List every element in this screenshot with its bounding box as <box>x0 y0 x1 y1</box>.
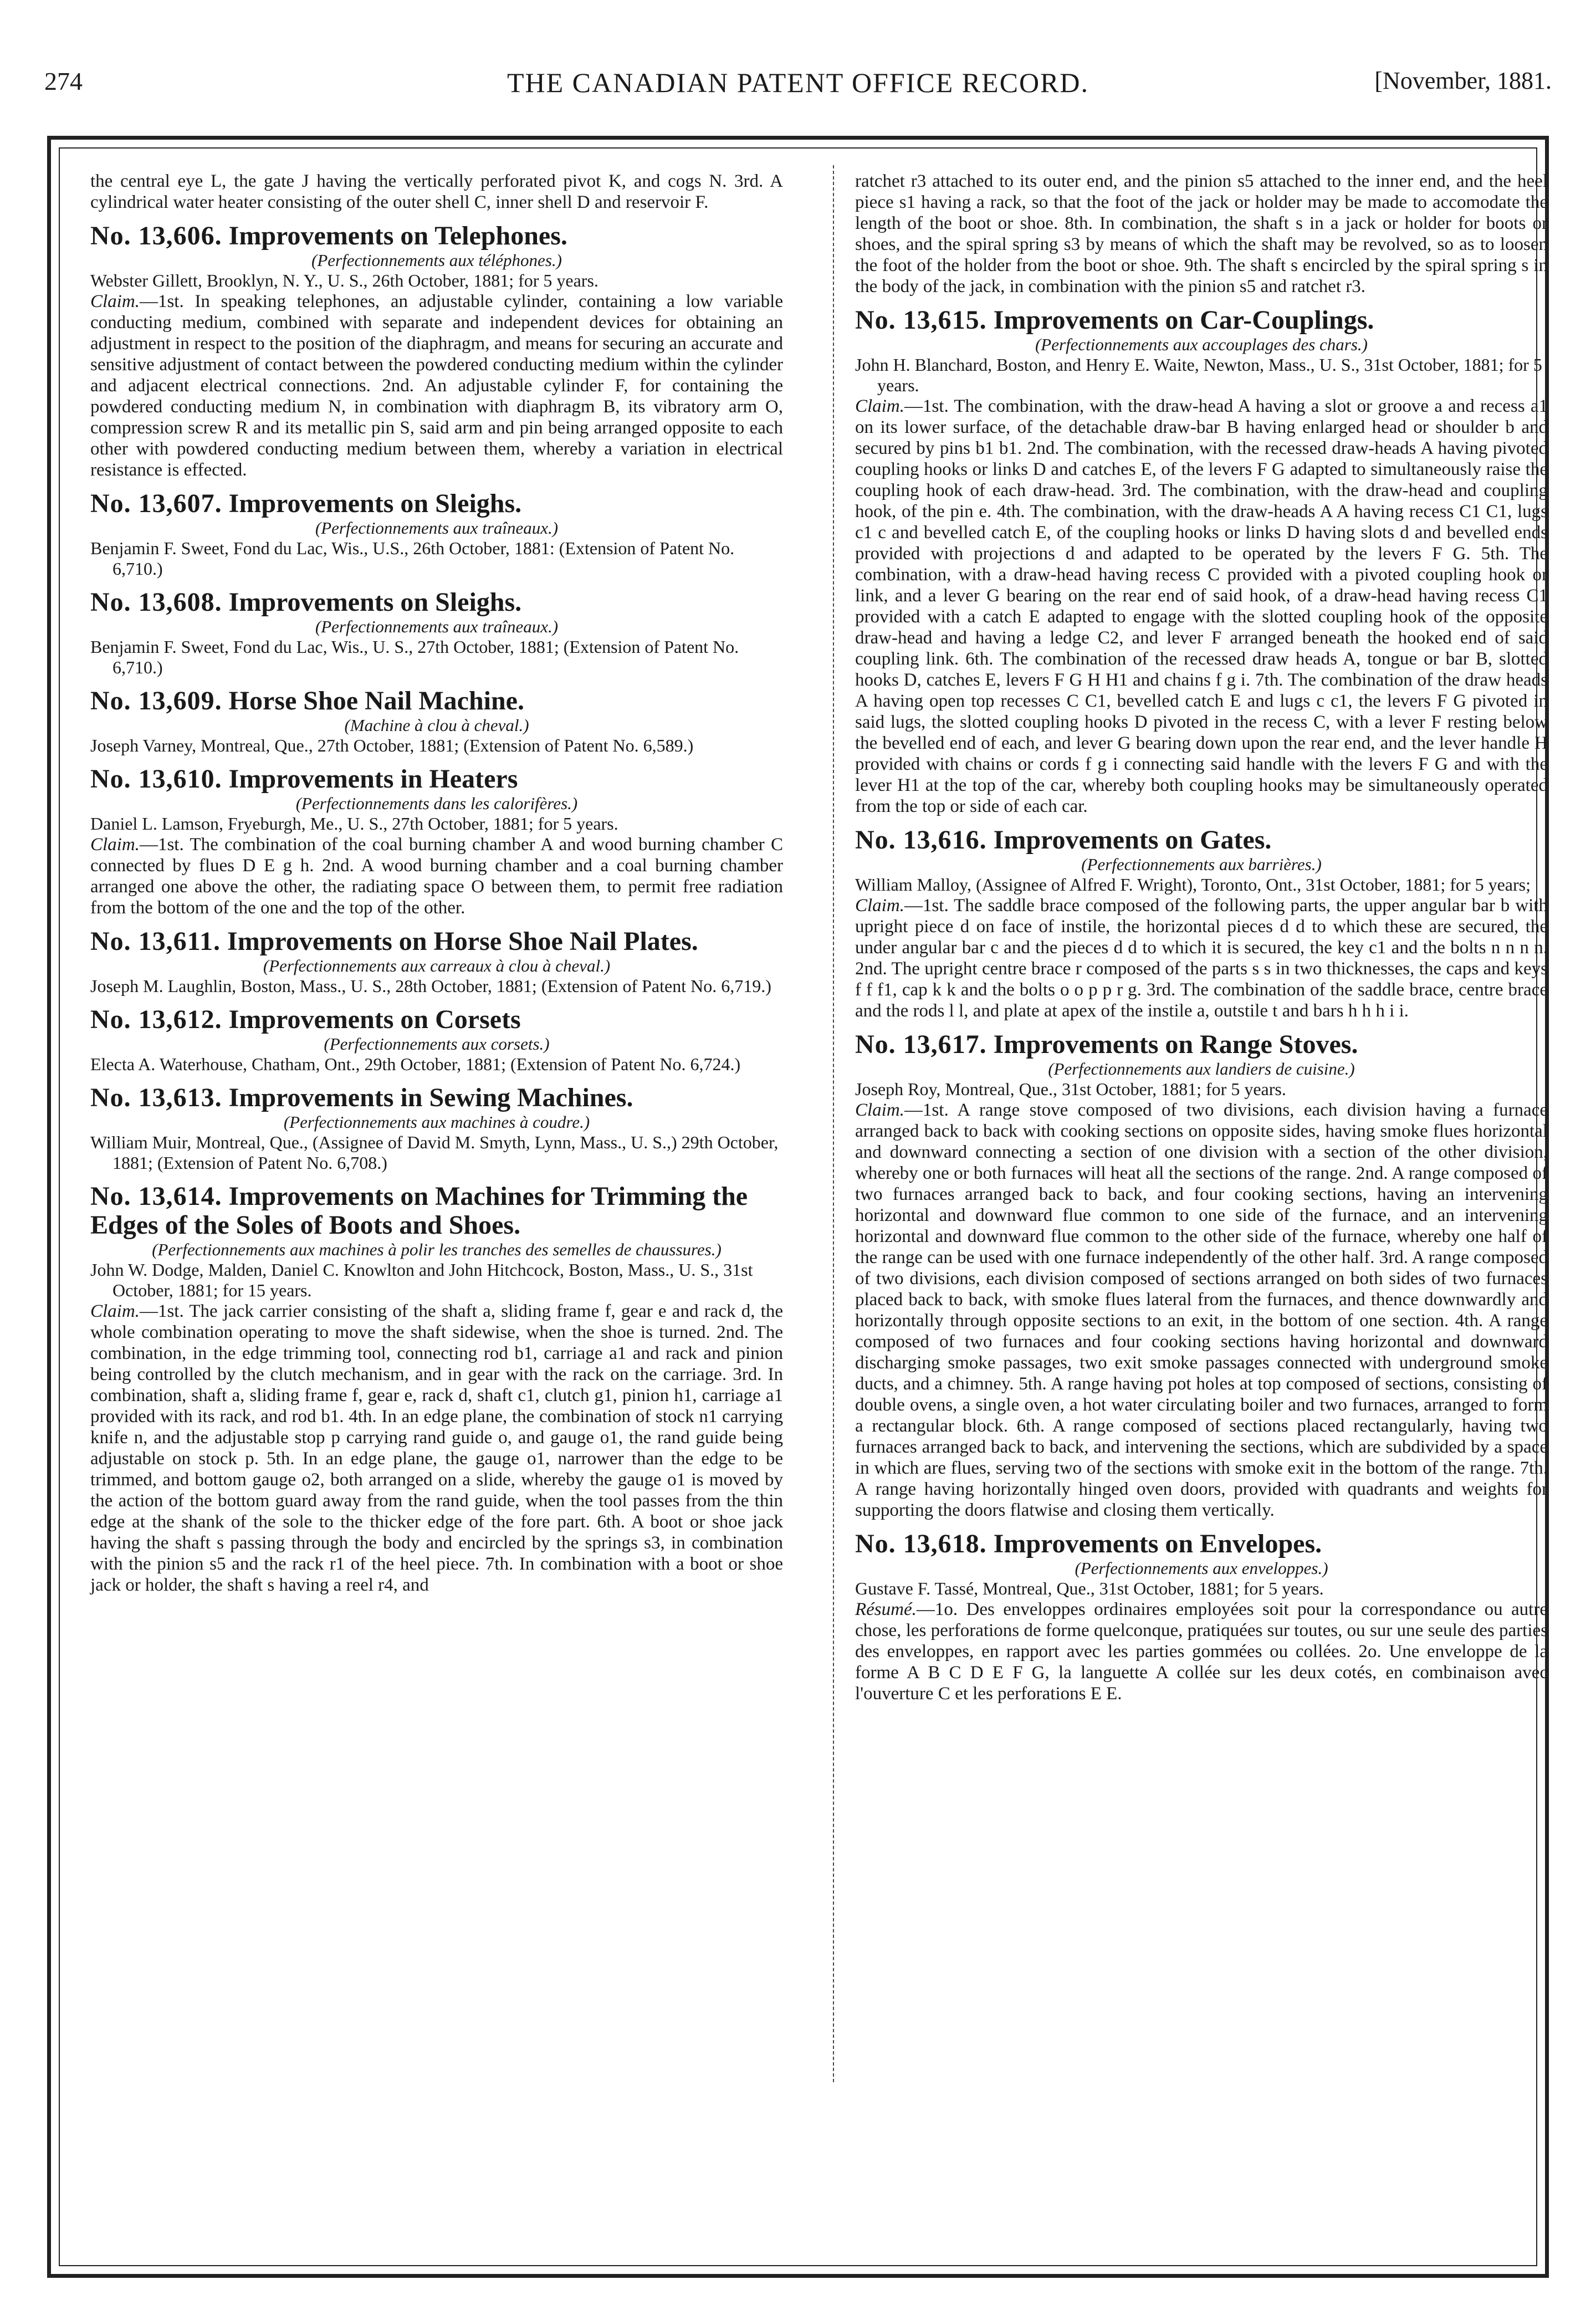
french-title: (Perfectionnements aux traîneaux.) <box>315 518 559 538</box>
patent-heading <box>855 306 1548 335</box>
claim-label: Résumé. <box>855 1599 917 1619</box>
page-frame <box>47 136 1549 2278</box>
claim-text <box>90 834 783 918</box>
patentee-line: John H. Blanchard, Boston, and Henry E. Waite, Newton, Mass., U. S., 31st October, 1881; for 5 years. <box>855 355 1542 395</box>
claim-text <box>90 1301 783 1596</box>
patent-title: Improvements in Sewing Machines. <box>228 1083 633 1112</box>
claim-text <box>90 291 783 481</box>
patent-entry <box>90 1083 783 1173</box>
patent-number: No. 13,613. <box>90 1083 222 1112</box>
patent-title: Improvements on Telephones. <box>228 221 567 251</box>
claim-label: Claim. <box>90 835 140 855</box>
patent-heading <box>90 489 783 518</box>
french-title: (Perfectionnements aux corsets.) <box>324 1034 550 1054</box>
patentee-line: Joseph Varney, Montreal, Que., 27th October, 1881; (Extension of Patent No. 6,589.) <box>90 735 694 755</box>
patent-number: No. 13,617. <box>855 1030 987 1059</box>
claim-body: —1st. The saddle brace composed of the following parts, the upper angular bar b with upright piece d on face of instile, the horizontal pieces d d to which these are secured, the under angular bar c and the pieces d d to which it is secured, the key c1 and the bolts n n n n. 2nd. The upright centre brace r composed of the parts s s in two thicknesses, the caps and keys f f f1, cap k k and the bolts o o p p r g. 3rd. The combination of the saddle brace, centre brace and the rods l l, and plate at apex of the instile a, outstile t and bars h h h i i. <box>855 896 1548 1021</box>
patent-entry <box>90 687 783 756</box>
column-divider <box>833 165 834 2082</box>
patent-title: Improvements on Car-Couplings. <box>993 305 1374 335</box>
claim-body: —1st. In speaking telephones, an adjustable cylinder, containing a low variable conducting medium, combined with separate and independent devices for obtaining an adjustment in respect to the position of the diaphragm, and means for securing an accurate and sensitive adjustment of contact between the powdered conducting medium within the cylinder and adjacent electrical connections. 2nd. An adjustable cylinder F, for containing the powdered conducting medium N, in combination with diaphragm B, its vibratory arm O, compression screw R and its metallic pin S, said arm and pin being arranged opposite to each other with powdered conducting medium between them, whereby a variation in electrical resistance is effected. <box>90 292 783 480</box>
french-title: (Perfectionnements aux landiers de cuisine.) <box>1048 1059 1355 1079</box>
claim-body: —1st. A range stove composed of two divisions, each division having a furnace arranged back to back with cooking sections on opposite sides, having smoke flues horizontal and downward connecting a section of one division with a section of the other division, whereby one or both furnaces will heat all the sections of the range. 2nd. A range composed of two furnaces arranged back to back, and four cooking sections, having an intervening horizontal and downward flue common to one side of the furnace, and an intervening horizontal and downward flue common to the other side of the furnace, whereby one half of the range can be used with one furnace independently of the other half. 3rd. A range composed of two divisions, each division composed of sections arranged on both sides of two furnaces placed back to back, with smoke flues lateral from the furnaces, and thence downwardly and horizontally through opposite sections to an exit, in the bottom of one section. 4th. A range composed of two furnaces and four cooking sections having horizontal and downward discharging smoke passages, two exit smoke passages connected with underground smoke ducts, and a chimney. 5th. A range having pot holes at top composed of sections, consisting of double ovens, a single oven, a hot water circulating boiler and two furnaces, arranged to form a rectangular block. 6th. A range composed of sections placed rectangularly, having two furnaces arranged back to back, and intervening the sections, which are subdivided by a space in which are flues, serving two of the sections with smoke exit in the bottom of the range. 7th. A range having horizontally hinged oven doors, provided with quadrants and weights for supporting the doors flatwise and closing them vertically. <box>855 1100 1548 1520</box>
page-frame-inner <box>59 147 1548 2266</box>
blank-area <box>76 2099 1520 2243</box>
claim-label: Claim. <box>855 396 904 416</box>
claim-label: Claim. <box>90 1301 140 1321</box>
patent-number: No. 13,616. <box>855 825 987 855</box>
claim-text <box>855 1599 1548 1704</box>
patent-heading <box>90 1083 783 1112</box>
claim-label: Claim. <box>90 292 140 311</box>
patent-number: No. 13,610. <box>90 764 222 794</box>
patent-entry <box>90 222 783 481</box>
patent-entry <box>90 588 783 678</box>
patentee-line: William Muir, Montreal, Que., (Assignee of David M. Smyth, Lynn, Mass., U. S.,) 29th October, 1881; (Extension of Patent No. 6,708.) <box>90 1132 779 1173</box>
claim-text <box>855 396 1548 817</box>
left-entries <box>90 222 783 1596</box>
patent-entry <box>90 927 783 996</box>
patent-entry <box>855 826 1548 1021</box>
patent-heading <box>90 588 783 617</box>
claim-body: —1st. The jack carrier consisting of the shaft a, sliding frame f, gear e and rack d, the whole combination operating to move the shaft sidewise, when the shoe is turned. 2nd. The combination, in the edge trimming tool, connecting rod b1, carriage a1 and rack and pinion being controlled by the clutch mechanism, and in gear with the rack on the carriage. 3rd. In combination, shaft a, sliding frame f, gear e, rack d, shaft c1, clutch g1, pinion h1, carriage a1 provided with its rack, and rod b1. 4th. In an edge plane, the combination of stock n1 carrying knife n, and the adjustable stop p carrying rand guide o, and gauge o1, the rand guide being adjustable on stock p. 5th. In an edge plane, the gauge o1, narrower than the edge to be trimmed, and bottom gauge o2, both arranged on a slide, whereby the gauge o1 is moved by the action of the bottom guard away from the rand guide, when the tool passes from the thin edge at the shank of the sole to the thicker edge of the fore part. 6th. A boot or shoe jack having the shaft s passing through the body and encircled by the springs s3, in combination with the pinion s5 and the rack r1 of the heel piece. 7th. In combination with a boot or shoe jack or holder, the shaft s having a reel r4, and <box>90 1301 783 1595</box>
patent-title: Improvements on Envelopes. <box>993 1529 1322 1558</box>
patent-number: No. 13,615. <box>855 305 987 335</box>
patent-heading <box>90 1005 783 1034</box>
claim-text <box>855 895 1548 1021</box>
patent-number: No. 13,608. <box>90 587 222 617</box>
patentee-line: Electa A. Waterhouse, Chatham, Ont., 29th October, 1881; (Extension of Patent No. 6,724.) <box>90 1054 741 1074</box>
patentee-line: Gustave F. Tassé, Montreal, Que., 31st October, 1881; for 5 years. <box>855 1578 1324 1598</box>
claim-label: Claim. <box>855 1100 904 1120</box>
patent-title: Improvements on Machines for Trimming the Edges of the Soles of Boots and Shoes. <box>90 1182 748 1240</box>
french-title: (Perfectionnements dans les calorifères.) <box>295 794 578 813</box>
patent-title: Improvements on Gates. <box>993 825 1272 855</box>
patentee-line: Joseph Roy, Montreal, Que., 31st October, 1881; for 5 years. <box>855 1079 1286 1099</box>
patent-title: Improvements in Heaters <box>228 764 518 794</box>
french-title: (Perfectionnements aux enveloppes.) <box>1075 1558 1328 1578</box>
patent-heading <box>855 1030 1548 1059</box>
running-head <box>44 67 1552 105</box>
french-title: (Perfectionnements aux traîneaux.) <box>315 617 559 636</box>
patent-number: No. 13,612. <box>90 1005 222 1034</box>
journal-title: THE CANADIAN PATENT OFFICE RECORD. <box>507 67 1089 98</box>
patent-heading <box>855 826 1548 855</box>
patent-number: No. 13,607. <box>90 489 222 518</box>
patentee-line: Joseph M. Laughlin, Boston, Mass., U. S., 28th October, 1881; (Extension of Patent No. 6,719.) <box>90 976 771 996</box>
continuation-text: the central eye L, the gate J having the vertically perforated pivot K, and cogs N. 3rd. A cylindrical water heater consisting of the outer shell C, inner shell D and reservoir F. <box>90 171 783 212</box>
continuation-text: ratchet r3 attached to its outer end, and the pinion s5 attached to the inner end, and the heel piece s1 having a rack, so that the foot of the jack or holder may be made to accomodate the length of the boot or shoe. 8th. In combination, the shaft s in a jack or holder for boots or shoes, and the spiral spring s3 by means of which the shaft may be revolved, so as to loosen the foot of the holder from the boot or shoe. 9th. The shaft s encircled by the spiral spring s in the body of the jack, in combination with the pinion s5 and ratchet r3. <box>855 171 1548 297</box>
french-title: (Machine à clou à cheval.) <box>344 715 529 735</box>
patent-heading <box>90 1182 783 1240</box>
patent-heading <box>90 927 783 956</box>
patentee-line: John W. Dodge, Malden, Daniel C. Knowlton and John Hitchcock, Boston, Mass., U. S., 31st October, 1881; for 15 years. <box>90 1260 753 1300</box>
patent-number: No. 13,614. <box>90 1182 222 1211</box>
claim-label: Claim. <box>855 896 904 916</box>
patent-number: No. 13,611. <box>90 927 221 956</box>
french-title: (Perfectionnements aux téléphones.) <box>311 251 562 270</box>
french-title: (Perfectionnements aux barrières.) <box>1081 855 1322 874</box>
patent-entry <box>90 1005 783 1075</box>
claim-body: —1o. Des enveloppes ordinaires employées soit pour la correspondance ou autre chose, les perforations de forme quelconque, pratiquées sur toutes, ou sur une seule des parties des enveloppes, en rapport avec les parties gommées ou collées. 2o. Une enveloppe de la forme A B C D E F G, la languette A collée sur les deux cotés, en combinaison avec l'ouverture C et les perforations E E. <box>855 1599 1548 1704</box>
page-number: 274 <box>44 67 83 95</box>
patentee-line: Webster Gillett, Brooklyn, N. Y., U. S., 26th October, 1881; for 5 years. <box>90 270 598 290</box>
patent-entry <box>855 306 1548 817</box>
patent-title: Improvements on Horse Shoe Nail Plates. <box>227 927 698 956</box>
patent-entry <box>855 1530 1548 1704</box>
patent-heading <box>90 765 783 794</box>
left-column <box>90 171 783 1994</box>
claim-text <box>855 1100 1548 1521</box>
patentee-line: Benjamin F. Sweet, Fond du Lac, Wis., U. S., 27th October, 1881; (Extension of Patent No. 6,710.) <box>90 637 739 677</box>
patentee-line: William Malloy, (Assignee of Alfred F. Wright), Toronto, Ont., 31st October, 1881; for 5 years; <box>855 875 1531 895</box>
patent-title: Improvements on Sleighs. <box>228 587 522 617</box>
patent-entry <box>90 489 783 579</box>
patent-entry <box>90 765 783 918</box>
patent-heading <box>90 222 783 251</box>
patent-number: No. 13,609. <box>90 686 222 715</box>
patent-entry <box>855 1030 1548 1521</box>
claim-body: —1st. The combination, with the draw-head A having a slot or groove a and recess a1 on its lower surface, of the detachable draw-bar B having enlarged head or shoulder b and secured by pins b1 b1. 2nd. The combination, with the recessed draw-heads A having pivoted coupling hooks or links D and catches E, of the levers F G adapted to simultaneously raise the coupling hook of each draw-head. 3rd. The combination, with the draw-head and coupling hook, of the pin e. 4th. The combination, with the draw-heads A A having recess C1 C1, lugs c1 c and bevelled catch E, of the coupling hooks or links D having slots d and bevelled ends provided with projections d and adapted to be operated by the levers F G. 5th. The combination, with a draw-head having recess C provided with a pivoted coupling hook or link, and a lever G bearing on the rear end of said hook, of a draw-head having recess C1 provided with a catch E adapted to engage with the slotted coupling hook of the opposite draw-head and having a ledge C2, and lever F arranged beneath the hooked end of said coupling link. 6th. The combination of the recessed draw heads A, tongue or bar B, slotted hooks D, catches E, levers F G H H1 and chains f g i. 7th. The combination of the draw heads A having open top recesses C C1, bevelled catch E and lugs c c1, the levers F G pivoted in said lugs, the slotted coupling hooks D pivoted in the recess C, with a lever F resting below the bevelled end of each, and lever G bearing down upon the rear end, and the lever handle H provided with chains or cords f g i connecting said handle with the levers F G and with the lever H1 at the top of the car, whereby both coupling hooks may be simultaneously operated from the top or side of each car. <box>855 396 1548 816</box>
claim-body: —1st. The combination of the coal burning chamber A and wood burning chamber C connected by flues D E g h. 2nd. A wood burning chamber and a coal burning chamber arranged one above the other, the radiating space O between them, to permit free radiation from the bottom of the one and the top of the other. <box>90 835 783 918</box>
patent-number: No. 13,606. <box>90 221 222 251</box>
patent-title: Improvements on Corsets <box>228 1005 521 1034</box>
issue-date: [November, 1881. <box>1374 67 1552 94</box>
patentee-line: Benjamin F. Sweet, Fond du Lac, Wis., U.S., 26th October, 1881: (Extension of Patent No. 6,710.) <box>90 538 735 579</box>
right-entries <box>855 306 1548 1704</box>
patent-title: Horse Shoe Nail Machine. <box>228 686 524 715</box>
french-title: (Perfectionnements aux machines à coudre.) <box>283 1112 590 1132</box>
patentee-line: Daniel L. Lamson, Fryeburgh, Me., U. S., 27th October, 1881; for 5 years. <box>90 814 618 834</box>
patent-heading <box>855 1530 1548 1558</box>
french-title: (Perfectionnements aux accouplages des chars.) <box>1035 335 1368 354</box>
french-title: (Perfectionnements aux carreaux à clou à cheval.) <box>263 956 611 975</box>
patent-title: Improvements on Sleighs. <box>228 489 522 518</box>
french-title: (Perfectionnements aux machines à polir les tranches des semelles de chaussures.) <box>152 1240 722 1259</box>
right-column <box>855 171 1548 1704</box>
patent-title: Improvements on Range Stoves. <box>993 1030 1358 1059</box>
patent-entry <box>90 1182 783 1596</box>
patent-number: No. 13,618. <box>855 1529 987 1558</box>
patent-heading <box>90 687 783 715</box>
